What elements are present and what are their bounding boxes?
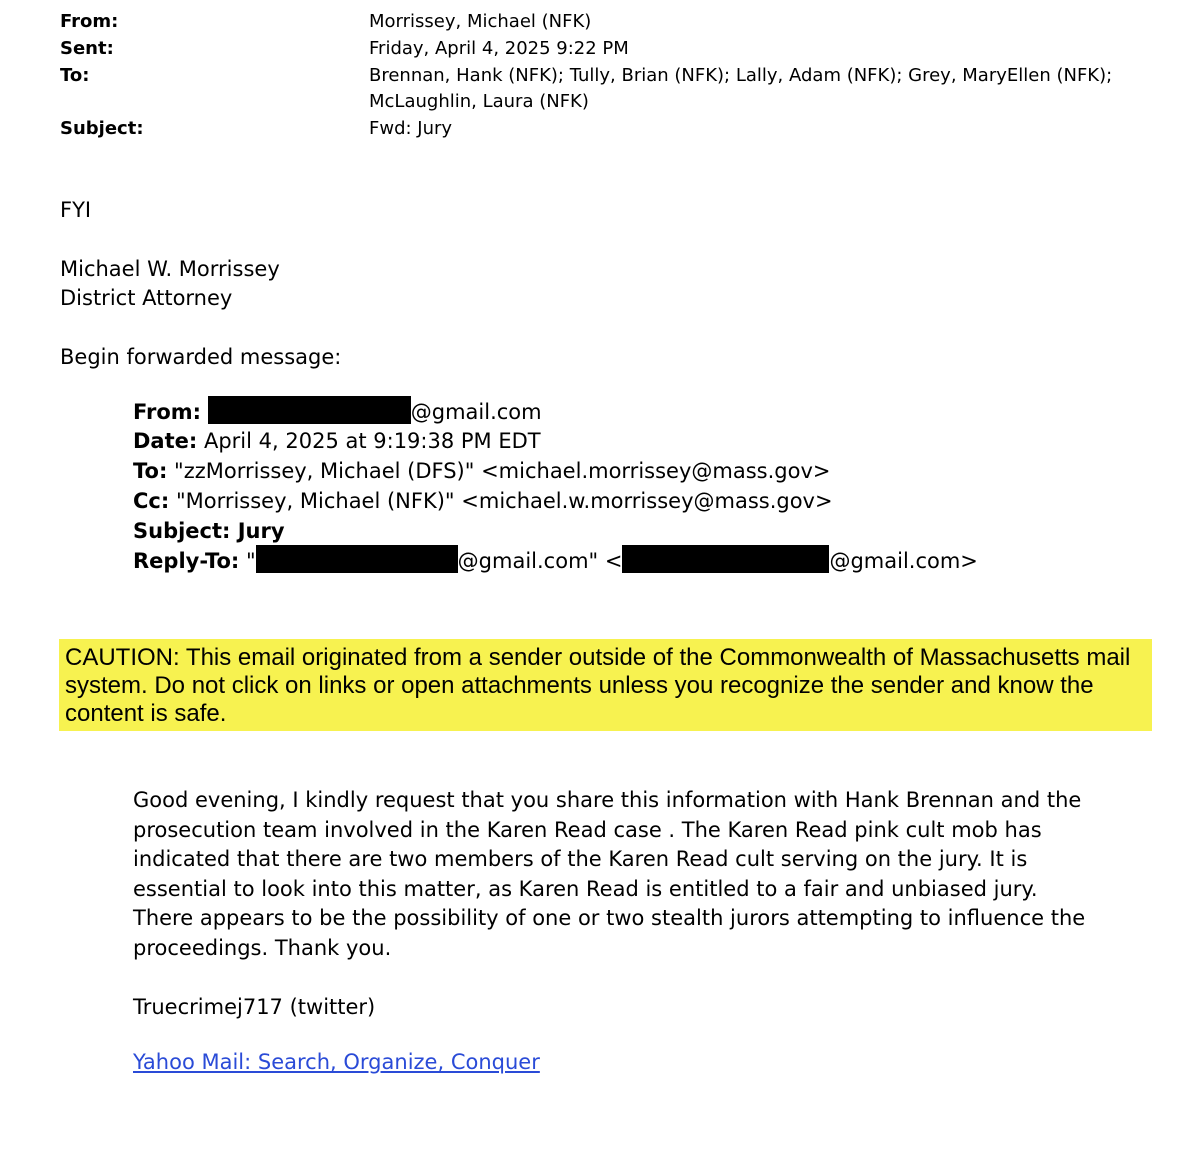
message-signoff: Truecrimej717 (twitter) [133, 995, 376, 1019]
forwarded-subject: Subject: Jury [133, 519, 285, 543]
redaction-box [256, 545, 458, 573]
begin-forwarded-text: Begin forwarded message: [60, 345, 342, 369]
forwarded-to-value: "zzMorrissey, Michael (DFS)" <michael.morrissey@mass.gov> [167, 459, 831, 483]
from-label: From: [60, 11, 119, 32]
reply-to-end: @gmail.com> [829, 549, 978, 573]
subject-value: Fwd: Jury [369, 118, 453, 139]
yahoo-mail-link[interactable]: Yahoo Mail: Search, Organize, Conquer [133, 1050, 540, 1074]
forwarded-cc-value: "Morrissey, Michael (NFK)" <michael.w.morrissey@mass.gov> [169, 489, 833, 513]
forwarded-date-label: Date: [133, 429, 198, 453]
message-line: proceedings. Thank you. [133, 936, 392, 960]
forwarded-date-line [133, 426, 541, 456]
redaction-box [208, 396, 411, 424]
subject-label: Subject: [60, 118, 144, 139]
caution-banner [59, 639, 1152, 731]
redaction-box [622, 545, 829, 573]
signature-name: Michael W. Morrissey [60, 257, 280, 281]
forwarded-reply-to-label: Reply-To: [133, 549, 240, 573]
reply-to-open-quote: " [239, 549, 256, 573]
reply-to-mid: @gmail.com" < [457, 549, 623, 573]
to-label: To: [60, 65, 90, 86]
from-value: Morrissey, Michael (NFK) [369, 11, 592, 32]
message-line: essential to look into this matter, as Karen Read is entitled to a fair and unbiased jury. [133, 877, 1038, 901]
sent-value: Friday, April 4, 2025 9:22 PM [369, 38, 629, 59]
signature-title: District Attorney [60, 286, 233, 310]
caution-line: system. Do not click on links or open attachments unless you recognize the sender and know the [65, 672, 1094, 699]
message-line: indicated that there are two members of the Karen Read cult serving on the jury. It is [133, 847, 1028, 871]
forwarded-reply-to-line [133, 545, 978, 576]
forwarded-from-suffix: @gmail.com [410, 400, 542, 424]
forwarded-to-line [133, 456, 830, 486]
forwarded-from-line [133, 396, 542, 427]
caution-line: content is safe. [65, 700, 227, 727]
fyi-text: FYI [60, 198, 92, 222]
caution-line: CAUTION: This email originated from a sender outside of the Commonwealth of Massachusetts mail [65, 644, 1131, 671]
to-value-line2: McLaughlin, Laura (NFK) [369, 91, 589, 112]
forwarded-to-label: To: [133, 459, 168, 483]
forwarded-cc-label: Cc: [133, 489, 170, 513]
sent-label: Sent: [60, 38, 114, 59]
message-line: prosecution team involved in the Karen Read case . The Karen Read pink cult mob has [133, 818, 1042, 842]
message-line: Good evening, I kindly request that you share this information with Hank Brennan and the [133, 788, 1082, 812]
forwarded-cc-line [133, 486, 833, 516]
message-line: There appears to be the possibility of one or two stealth jurors attempting to influence the [133, 906, 1086, 930]
to-value-line1: Brennan, Hank (NFK); Tully, Brian (NFK); Lally, Adam (NFK); Grey, MaryEllen (NFK); [369, 65, 1113, 86]
forwarded-date-value: April 4, 2025 at 9:19:38 PM EDT [197, 429, 541, 453]
forwarded-from-label: From: [133, 400, 202, 424]
forwarded-subject-line [133, 516, 285, 546]
